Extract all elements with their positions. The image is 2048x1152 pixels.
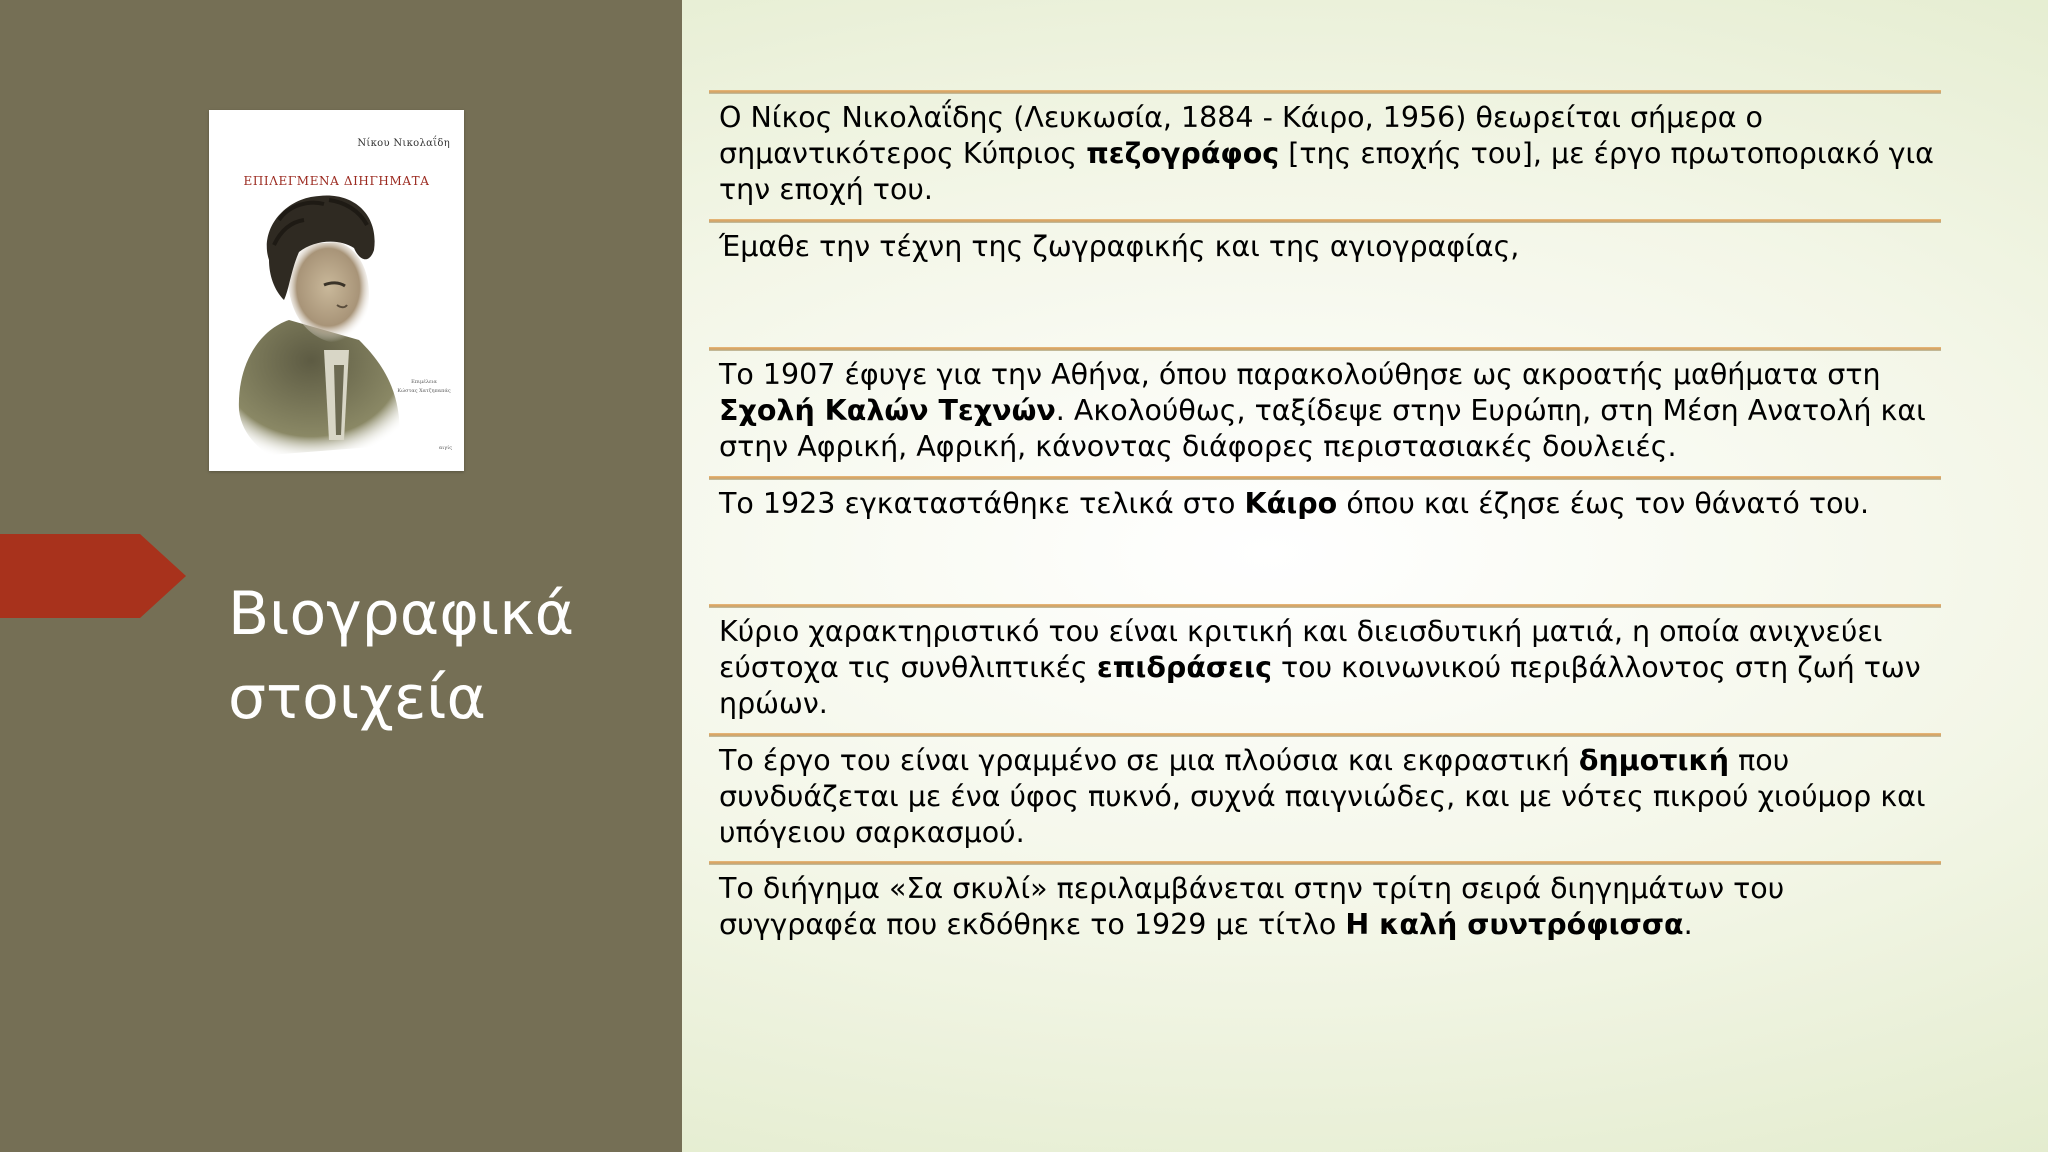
paragraph-text: όπου και έζησε έως τον θάνατό του. [1337, 487, 1870, 520]
book-title: ΕΠΙΛΕΓΜΕΝΑ ΔΙΗΓΗΜΑΤΑ [243, 174, 430, 188]
book-author: Νίκου Νικολαΐδη [357, 138, 450, 149]
left-panel [0, 0, 682, 1152]
paragraph-painting [719, 229, 1941, 265]
emphasized-text: Κάιρο [1244, 487, 1338, 520]
paragraph-text: του κοινωνικού περιβάλλοντος στη ζωή των ηρώων. [719, 651, 1921, 720]
paragraph-story [719, 871, 1941, 943]
paragraph-text: . [1683, 908, 1693, 941]
emphasized-text: πεζογράφος [1086, 137, 1280, 170]
paragraph-text: Κύριο χαρακτηριστικό του είναι κριτική και διεισδυτική ματιά, η οποία ανιχνεύει εύστοχα τις συνθλιπτικές [719, 615, 1883, 684]
separator-line [709, 604, 1941, 608]
paragraph-birth [719, 100, 1941, 208]
separator-line [709, 219, 1941, 223]
section-title-line1: Βιογραφικά [228, 579, 575, 650]
paragraph-text: Το 1907 έφυγε για την Αθήνα, όπου παρακολούθησε ως ακροατής μαθήματα στη [719, 358, 1881, 391]
separator-line [709, 476, 1941, 480]
paragraph-text: που συνδυάζεται με ένα ύφος πυκνό, συχνά παιγνιώδες, και με νότες πικρού χιούμορ και υπόγειου σαρκασμού. [719, 744, 1926, 849]
emphasized-text: Η καλή συντρόφισσα [1345, 908, 1684, 941]
book-editor-line1: Επιμέλεια [411, 379, 437, 385]
section-title-line2: στοιχεία [228, 663, 487, 734]
book-publisher: αιγίς [438, 445, 452, 451]
paragraph-style [719, 614, 1941, 722]
paragraph-athens [719, 357, 1941, 465]
paragraph-text: Ο Νίκος Νικολαΐδης (Λευκωσία, 1884 - Κάιρο, 1956) θεωρείται σήμερα ο σημαντικότερος Κύπριος [719, 101, 1763, 170]
paragraph-text: [της εποχής του], με έργο πρωτοποριακό για την εποχή του. [719, 137, 1934, 206]
paragraph-text: Το έργο του είναι γραμμένο σε μια πλούσια και εκφραστική [719, 744, 1579, 777]
book-cover-image [209, 110, 464, 471]
author-portrait-illustration [229, 190, 439, 460]
book-editor [395, 378, 453, 396]
red-arrow-shape [0, 534, 186, 618]
paragraph-text: Το 1923 εγκαταστάθηκε τελικά στο [719, 487, 1245, 520]
book-editor-line2: Κώστας Χατζηπαπάς [397, 388, 451, 394]
separator-line [709, 861, 1941, 865]
paragraph-text: Το διήγημα «Σα σκυλί» περιλαμβάνεται στην τρίτη σειρά διηγημάτων του συγγραφέα που εκδόθηκε το 1929 με τίτλο [719, 872, 1785, 941]
separator-line [709, 347, 1941, 351]
paragraph-text: . Ακολούθως, ταξίδεψε στην Ευρώπη, στη Μέση Ανατολή και στην Αφρική, Αφρική, κάνοντας διάφορες περιστασιακές δουλειές. [719, 394, 1926, 463]
paragraph-cairo [719, 486, 1941, 522]
paragraph-language [719, 743, 1941, 851]
emphasized-text: επιδράσεις [1096, 651, 1272, 684]
separator-line [709, 733, 1941, 737]
separator-line [709, 90, 1941, 94]
section-title [228, 572, 574, 740]
emphasized-text: Σχολή Καλών Τεχνών [719, 394, 1056, 427]
paragraph-text: Έμαθε την τέχνη της ζωγραφικής και της αγιογραφίας, [719, 230, 1520, 263]
emphasized-text: δημοτική [1578, 744, 1730, 777]
